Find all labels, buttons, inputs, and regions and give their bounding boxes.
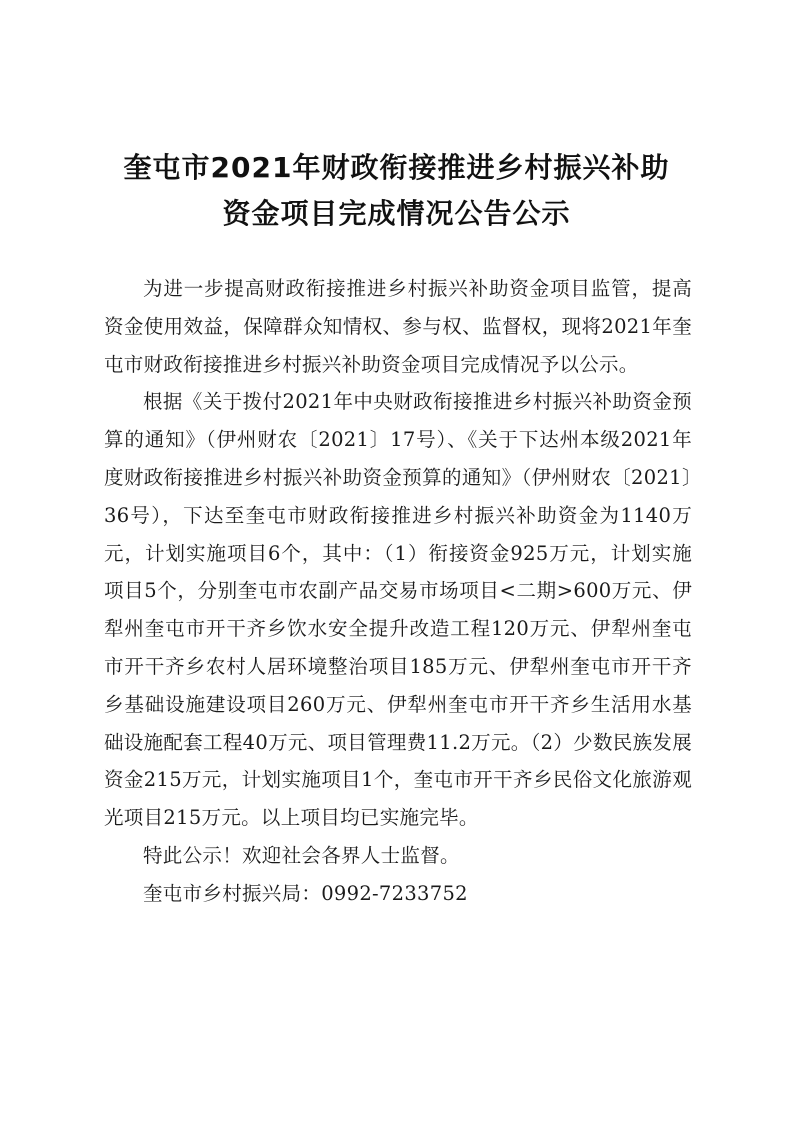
paragraph-contact: 奎屯市乡村振兴局：0992-7233752 <box>143 881 468 905</box>
paragraph-funding-details: 根据《关于拨付2021年中央财政衔接推进乡村振兴补助资金预算的通知》（伊州财农〔2021〕17号）、《关于下达州本级2021年度财政衔接推进乡村振兴补助资金预算的通知》（伊州财农〔2021〕36号），下达至奎屯市财政衔接推进乡村振兴补助资金为1140万元，计划实施项目6个，其中：（1）衔接资金925万元，计划实施项目5个，分别奎屯市农副产品交易市场项目<二期>600万元、伊犁州奎屯市开干齐乡饮水安全提升改造工程120万元、伊犁州奎屯市开干齐乡农村人居环境整治项目185万元、伊犁州奎屯市开干齐乡基础设施建设项目260万元、伊犁州奎屯市开干齐乡生活用水基础设施配套工程40万元、项目管理费11.2万元。（2）少数民族发展资金215万元，计划实施项目1个，奎屯市开干齐乡民俗文化旅游观光项目215万元。以上项目均已实施完毕。 <box>104 390 692 830</box>
document-title-line-1: 奎屯市2021年财政衔接推进乡村振兴补助 <box>123 151 670 184</box>
document-body <box>104 270 692 913</box>
document-title-line-2: 资金项目完成情况公告公示 <box>222 197 571 230</box>
paragraph-intro: 为进一步提高财政衔接推进乡村振兴补助资金项目监管，提高资金使用效益，保障群众知情权、参与权、监督权，现将2021年奎屯市财政衔接推进乡村振兴补助资金项目完成情况予以公示。 <box>104 277 692 376</box>
paragraph-notice: 特此公示！欢迎社会各界人士监督。 <box>143 843 460 867</box>
